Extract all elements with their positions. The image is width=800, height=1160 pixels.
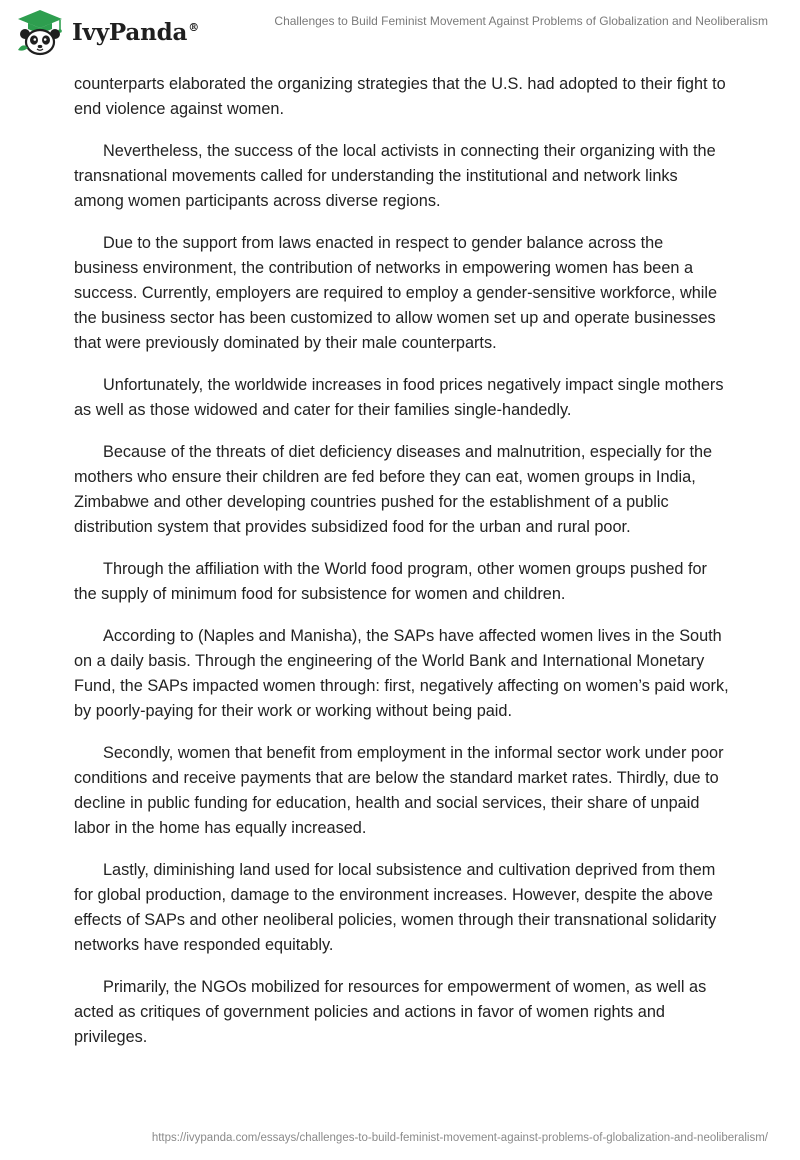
paragraph: Because of the threats of diet deficiency diseases and malnutrition, especially for the mothers who ensure their children are fed before they can eat, women groups in India, Zimbabwe and other developing countries pushed for the establishment of a public distribution system that provides subsidized food for the urban and rural poor. (74, 443, 713, 536)
brand-name: IvyPanda (72, 18, 188, 46)
page-header (0, 0, 800, 64)
paragraph: Through the affiliation with the World food program, other women groups pushed for the supply of minimum food for subsistence for women and children. (74, 560, 707, 603)
paragraph: Lastly, diminishing land used for local subsistence and cultivation deprived from them for global production, damage to the environment increases. However, despite the above effects of SAPs and other neoliberal policies, women through their transnational solidarity networks have responded equitably. (74, 861, 717, 954)
panda-graduation-cap-icon (14, 8, 66, 56)
ivypanda-logo[interactable] (14, 8, 199, 56)
paragraph: According to (Naples and Manisha), the SAPs have affected women lives in the South on a daily basis. Through the engineering of the World Bank and International Monetary Fund, the SAPs impacted women through: first, negatively affecting on women’s paid work, by poorly-paying for their work or working without being paid. (74, 627, 729, 720)
paragraph: Nevertheless, the success of the local activists in connecting their organizing with the transnational movements called for understanding the institutional and network links among women participants across diverse regions. (74, 142, 716, 210)
logo-text (72, 19, 199, 46)
paragraph: Secondly, women that benefit from employment in the informal sector work under poor conditions and receive payments that are below the standard market rates. Thirdly, due to decline in public funding for education, health and social services, their share of unpaid labor in the home has equally increased. (74, 744, 724, 837)
essay-body (74, 72, 730, 1067)
paragraph: Unfortunately, the worldwide increases in food prices negatively impact single mothers as well as those widowed and cater for their families single-handedly. (74, 376, 724, 419)
source-url[interactable]: https://ivypanda.com/essays/challenges-to-build-feminist-movement-against-problems-of-globalization-and-neoliberalism/ (151, 1132, 768, 1144)
registered-mark: ® (188, 20, 199, 34)
document-title: Challenges to Build Feminist Movement Against Problems of Globalization and Neoliberalism (274, 14, 768, 28)
paragraph: Primarily, the NGOs mobilized for resources for empowerment of women, as well as acted as critiques of government policies and actions in favor of women rights and privileges. (74, 978, 707, 1046)
paragraph: counterparts elaborated the organizing strategies that the U.S. had adopted to their fight to end violence against women. (74, 75, 726, 118)
paragraph: Due to the support from laws enacted in respect to gender balance across the business environment, the contribution of networks in empowering women has been a success. Currently, employers are required to employ a gender-sensitive workforce, while the business sector has been customized to allow women set up and operate businesses that were previously dominated by their male counterparts. (74, 234, 718, 352)
